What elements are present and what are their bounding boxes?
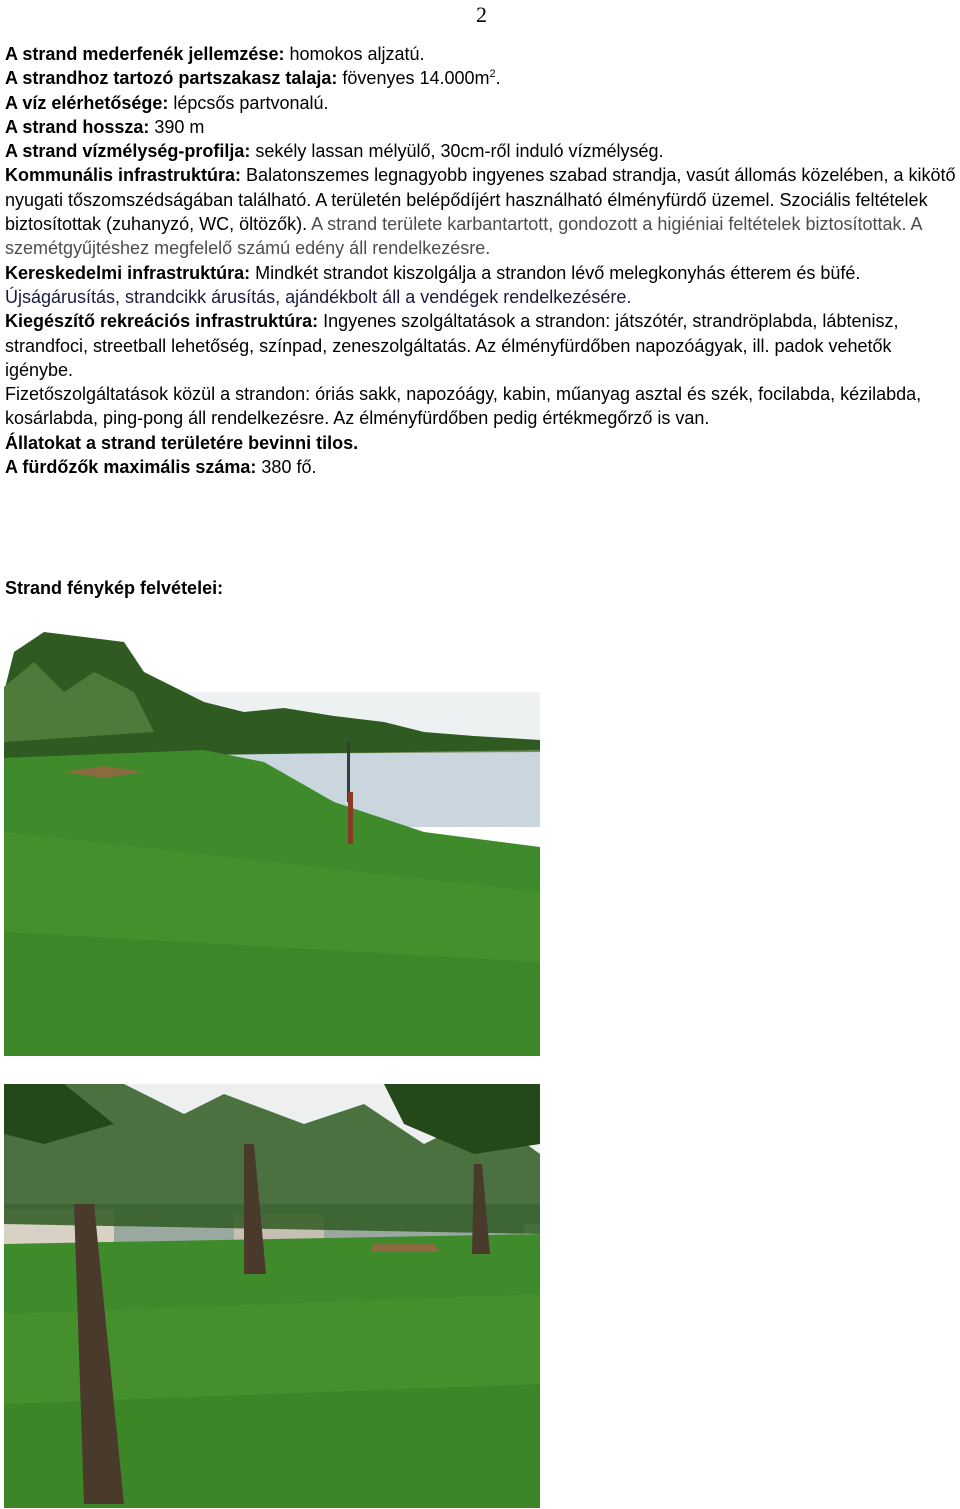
paragraph-length: [5, 115, 957, 139]
paragraph-bottom: [5, 42, 957, 66]
label-shore: A strandhoz tartozó partszakasz talaja:: [5, 68, 338, 89]
paragraph-depth: [5, 139, 957, 163]
paragraph-communal: [5, 163, 957, 260]
paragraph-paid: [5, 382, 957, 431]
label-animals: Állatokat a strand területére bevinni tilos.: [5, 432, 359, 453]
paragraph-recreation: [5, 309, 957, 382]
page-number: 2: [476, 2, 487, 27]
text-depth: sekély lassan mélyülő, 30cm-ről induló vízmélység.: [250, 141, 664, 162]
paragraph-commercial: [5, 261, 957, 310]
beach-photo-2-image: [4, 1084, 540, 1508]
sup-shore: 2: [489, 68, 496, 81]
label-depth: A strand vízmélység-profilja:: [5, 141, 251, 162]
label-bottom: A strand mederfenék jellemzése:: [5, 44, 285, 64]
label-recreation: Kiegészítő rekreációs infrastruktúra:: [5, 311, 319, 332]
text-commercial-2: Újságárusítás, strandcikk árusítás, ajándékbolt áll a vendégek rendelkezésére.: [5, 286, 632, 307]
text-commercial-1: Mindkét strandot kiszolgálja a strandon lévő melegkonyhás étterem és büfé.: [250, 262, 861, 283]
document-body: [5, 42, 957, 479]
label-length: A strand hossza:: [5, 116, 150, 137]
text-access: lépcsős partvonalú.: [168, 92, 329, 113]
paragraph-access: [5, 91, 957, 115]
label-communal: Kommunális infrastruktúra:: [5, 165, 242, 186]
paragraph-capacity: [5, 455, 957, 479]
paragraph-animals: [5, 431, 957, 455]
paragraph-shore: [5, 66, 957, 90]
tail-shore: .: [495, 68, 501, 89]
text-communal-2: A strand területe karbantartott, gondozott a higiéniai feltételek biztosítottak. A szemétgyűjtéshez megfelelő számú edény áll rendelkezésre.: [5, 214, 922, 259]
label-capacity: A fürdőzők maximális száma:: [5, 457, 257, 478]
label-commercial: Kereskedelmi infrastruktúra:: [5, 262, 251, 283]
text-length: 390 m: [149, 116, 205, 137]
text-capacity: 380 fő.: [256, 457, 317, 478]
text-shore: fövenyes 14.000m: [337, 68, 490, 89]
beach-photo-2: [4, 1084, 540, 1508]
beach-photo-1: [4, 632, 540, 1056]
text-bottom: homokos aljzatú.: [284, 44, 425, 64]
text-recreation: Ingyenes szolgáltatások a strandon: játszótér, strandröplabda, lábtenisz, strandfoci, streetball lehetőség, színpad, zeneszolgáltatás. Az élményfürdőben napozóágyak, ill. padok vehetők igénybe.: [5, 311, 899, 380]
beach-photo-1-image: [4, 632, 540, 1056]
text-communal-1: Balatonszemes legnagyobb ingyenes szabad strandja, vasút állomás közelében, a kikötő nyugati tőszomszédságában található. A területén belépődíjért használható élményfürdő üzemel. Szociális feltételek biztosítottak (zuhanyzó, WC, öltözők).: [5, 165, 956, 235]
photo-section-title: Strand fénykép felvételei:: [5, 578, 224, 598]
text-paid: Fizetőszolgáltatások közül a strandon: óriás sakk, napozóágy, kabin, műanyag asztal és szék, focilabda, kézilabda, kosárlabda, ping-pong áll rendelkezésre. Az élményfürdőben pedig értékmegőrző is van.: [5, 384, 922, 429]
label-access: A víz elérhetősége:: [5, 92, 169, 113]
